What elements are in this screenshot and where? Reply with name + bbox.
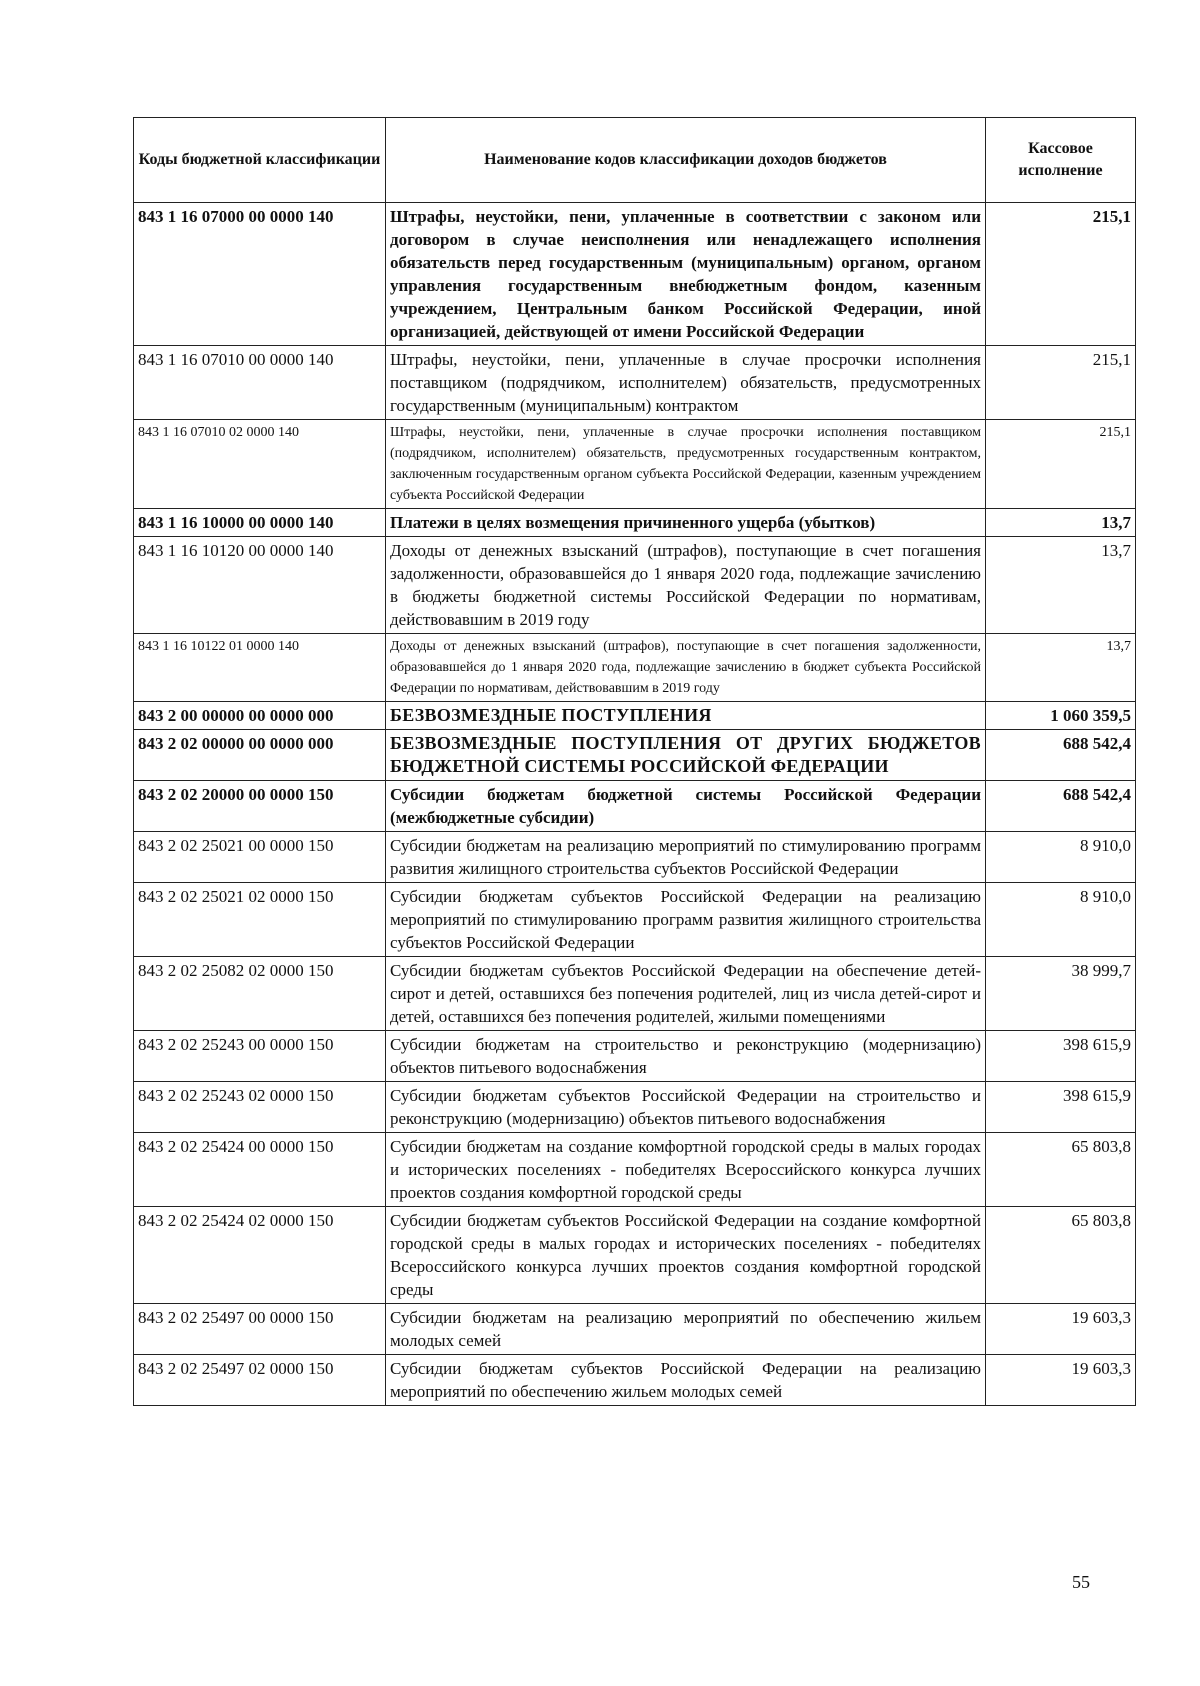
row-code: 843 2 02 25021 02 0000 150 (134, 883, 386, 957)
table-row (134, 883, 1136, 957)
table-row (134, 634, 1136, 702)
table-row (134, 957, 1136, 1031)
row-code: 843 2 02 20000 00 0000 150 (134, 781, 386, 832)
table-row (134, 537, 1136, 634)
row-code: 843 2 02 25082 02 0000 150 (134, 957, 386, 1031)
row-amount: 688 542,4 (986, 730, 1136, 781)
row-amount: 65 803,8 (986, 1133, 1136, 1207)
row-name: Субсидии бюджетам субъектов Российской Федерации на строительство и реконструкцию (модернизацию) объектов питьевого водоснабжения (386, 1082, 986, 1133)
row-amount: 13,7 (986, 634, 1136, 702)
table-row (134, 1082, 1136, 1133)
row-code: 843 1 16 07000 00 0000 140 (134, 203, 386, 346)
row-code: 843 2 02 25497 02 0000 150 (134, 1355, 386, 1406)
page-number: 55 (1072, 1572, 1090, 1592)
row-amount: 8 910,0 (986, 832, 1136, 883)
row-amount: 688 542,4 (986, 781, 1136, 832)
row-code: 843 2 02 25021 00 0000 150 (134, 832, 386, 883)
row-name: Субсидии бюджетам на реализацию мероприятий по обеспечению жильем молодых семей (386, 1304, 986, 1355)
row-amount: 8 910,0 (986, 883, 1136, 957)
row-name: Субсидии бюджетам на реализацию мероприятий по стимулированию программ развития жилищного строительства субъектов Российской Федерации (386, 832, 986, 883)
row-code: 843 2 02 25243 00 0000 150 (134, 1031, 386, 1082)
row-amount: 65 803,8 (986, 1207, 1136, 1304)
header-name: Наименование кодов классификации доходов бюджетов (386, 118, 986, 203)
header-amount: Кассовое исполнение (986, 118, 1136, 203)
table-row (134, 1304, 1136, 1355)
row-amount: 1 060 359,5 (986, 702, 1136, 730)
row-amount: 215,1 (986, 346, 1136, 420)
row-amount: 13,7 (986, 537, 1136, 634)
row-name: Субсидии бюджетам субъектов Российской Федерации на реализацию мероприятий по обеспечению жильем молодых семей (386, 1355, 986, 1406)
row-amount: 19 603,3 (986, 1304, 1136, 1355)
row-code: 843 1 16 07010 02 0000 140 (134, 420, 386, 509)
row-amount: 19 603,3 (986, 1355, 1136, 1406)
row-code: 843 2 02 25243 02 0000 150 (134, 1082, 386, 1133)
row-code: 843 1 16 10122 01 0000 140 (134, 634, 386, 702)
row-name: Субсидии бюджетам бюджетной системы Российской Федерации (межбюджетные субсидии) (386, 781, 986, 832)
row-amount: 13,7 (986, 509, 1136, 537)
table-row (134, 420, 1136, 509)
row-name: Субсидии бюджетам на создание комфортной городской среды в малых городах и исторических поселениях - победителях Всероссийского конкурса лучших проектов создания комфортной городской среды (386, 1133, 986, 1207)
row-name: Доходы от денежных взысканий (штрафов), поступающие в счет погашения задолженности, образовавшейся до 1 января 2020 года, подлежащие зачислению в бюджеты бюджетной системы Российской Федерации по нормативам, действовавшим в 2019 году (386, 537, 986, 634)
table-row (134, 1133, 1136, 1207)
row-code: 843 2 02 25424 02 0000 150 (134, 1207, 386, 1304)
row-code: 843 2 02 00000 00 0000 000 (134, 730, 386, 781)
table-row (134, 1355, 1136, 1406)
budget-revenue-table (133, 117, 1136, 1406)
table-row (134, 203, 1136, 346)
table-row (134, 781, 1136, 832)
row-name: БЕЗВОЗМЕЗДНЫЕ ПОСТУПЛЕНИЯ (386, 702, 986, 730)
row-amount: 398 615,9 (986, 1031, 1136, 1082)
row-name: Субсидии бюджетам субъектов Российской Федерации на обеспечение детей-сирот и детей, оставшихся без попечения родителей, лиц из числа детей-сирот и детей, оставшихся без попечения родителей, жилыми помещениями (386, 957, 986, 1031)
row-name: Штрафы, неустойки, пени, уплаченные в случае просрочки исполнения поставщиком (подрядчиком, исполнителем) обязательств, предусмотренных государственным (муниципальным) контрактом (386, 346, 986, 420)
row-code: 843 1 16 10000 00 0000 140 (134, 509, 386, 537)
table-row (134, 346, 1136, 420)
table-row (134, 832, 1136, 883)
row-name: Штрафы, неустойки, пени, уплаченные в случае просрочки исполнения поставщиком (подрядчиком, исполнителем) обязательств, предусмотренных государственным контрактом, заключенным государственным органом субъекта Российской Федерации, казенным учреждением субъекта Российской Федерации (386, 420, 986, 509)
table-row (134, 702, 1136, 730)
row-name: Платежи в целях возмещения причиненного ущерба (убытков) (386, 509, 986, 537)
row-amount: 215,1 (986, 420, 1136, 509)
table-row (134, 730, 1136, 781)
table-row (134, 509, 1136, 537)
header-code: Коды бюджетной классификации (134, 118, 386, 203)
table-row (134, 1031, 1136, 1082)
row-name: Субсидии бюджетам субъектов Российской Федерации на создание комфортной городской среды в малых городах и исторических поселениях - победителях Всероссийского конкурса лучших проектов создания комфортной городской среды (386, 1207, 986, 1304)
row-name: Штрафы, неустойки, пени, уплаченные в соответствии с законом или договором в случае неисполнения или ненадлежащего исполнения обязательств перед государственным (муниципальным) органом, органом управления государственным внебюджетным фондом, казенным учреждением, Центральным банком Российской Федерации, иной организацией, действующей от имени Российской Федерации (386, 203, 986, 346)
row-name: Доходы от денежных взысканий (штрафов), поступающие в счет погашения задолженности, образовавшейся до 1 января 2020 года, подлежащие зачислению в бюджет субъекта Российской Федерации по нормативам, действовавшим в 2019 году (386, 634, 986, 702)
row-amount: 398 615,9 (986, 1082, 1136, 1133)
row-amount: 38 999,7 (986, 957, 1136, 1031)
row-code: 843 1 16 10120 00 0000 140 (134, 537, 386, 634)
row-code: 843 2 00 00000 00 0000 000 (134, 702, 386, 730)
table-row (134, 1207, 1136, 1304)
row-name: Субсидии бюджетам на строительство и реконструкцию (модернизацию) объектов питьевого водоснабжения (386, 1031, 986, 1082)
table-header-row (134, 118, 1136, 203)
row-code: 843 2 02 25424 00 0000 150 (134, 1133, 386, 1207)
row-name: БЕЗВОЗМЕЗДНЫЕ ПОСТУПЛЕНИЯ ОТ ДРУГИХ БЮДЖЕТОВ БЮДЖЕТНОЙ СИСТЕМЫ РОССИЙСКОЙ ФЕДЕРАЦИИ (386, 730, 986, 781)
row-name: Субсидии бюджетам субъектов Российской Федерации на реализацию мероприятий по стимулированию программ развития жилищного строительства субъектов Российской Федерации (386, 883, 986, 957)
row-code: 843 2 02 25497 00 0000 150 (134, 1304, 386, 1355)
row-amount: 215,1 (986, 203, 1136, 346)
row-code: 843 1 16 07010 00 0000 140 (134, 346, 386, 420)
